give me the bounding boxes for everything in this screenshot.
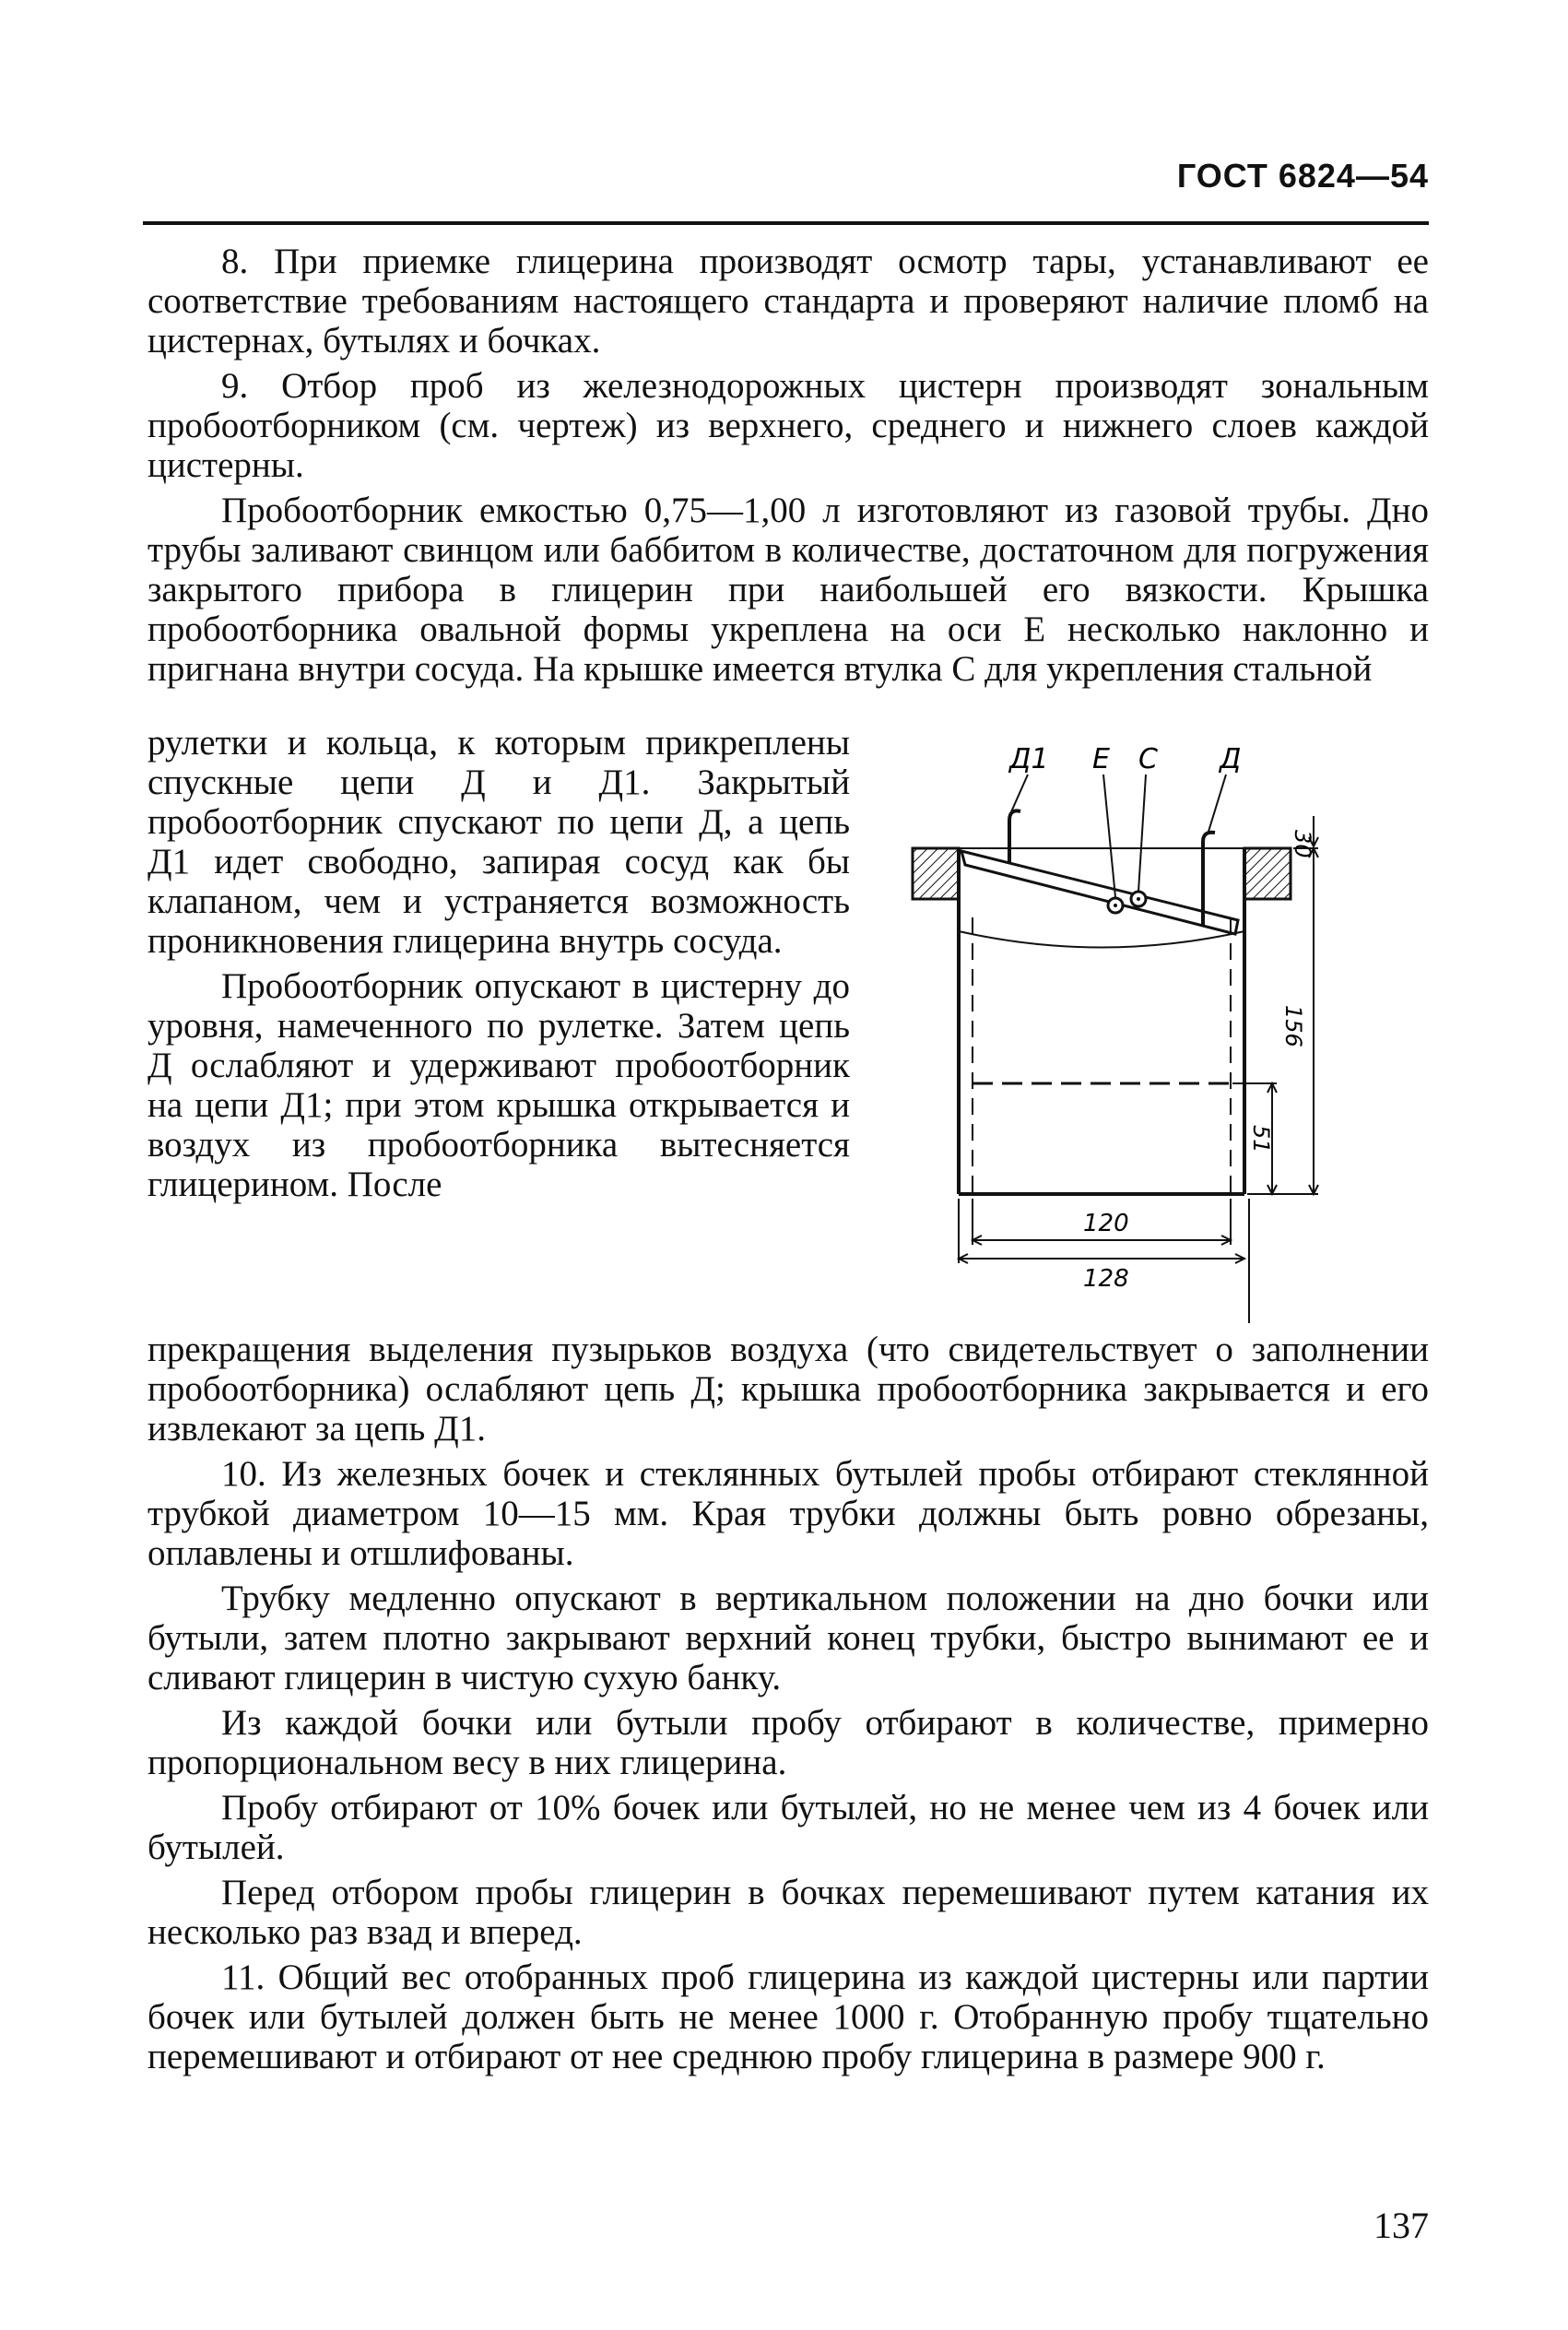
leader-e: [1103, 775, 1115, 897]
label-d: Д: [1220, 743, 1242, 775]
header-rule: [143, 221, 1429, 225]
paragraph-10: 10. Из железных бочек и стеклянных бутылей пробы отбирают стеклянной трубкой диаметром 10—15 мм. Края трубки должны быть ровно обрезаны, оплавлены и отшлифованы.: [147, 1454, 1429, 1573]
paragraph-10-tube: Трубку медленно опускают в вертикальном положении на дно бочки или бутыли, затем плотно закрывают верхний конец трубки, быстро вынимают ее и сливают глицерин в чистую сухую банку.: [147, 1579, 1429, 1697]
paragraph-11: 11. Общий вес отобранных проб глицерина из каждой цистерны или партии бочек или бутылей должен быть не менее 1000 г. Отобранную пробу тщательно перемешивают и отбирают от нее среднюю пробу глицерина в размере 900 г.: [147, 1957, 1429, 2076]
left-collar: [913, 848, 959, 899]
chain-d1: [1009, 810, 1020, 864]
sampler-drawing: [908, 742, 1323, 1328]
label-d1: Д1: [1009, 743, 1049, 775]
label-e: Е: [1092, 743, 1110, 775]
page-number: 137: [1373, 2205, 1429, 2246]
inner-curve: [959, 931, 1244, 948]
paragraph-8: 8. При приемке глицерина производят осмотр тары, устанавливают ее соответствие требованиям настоящего стандарта и проверяют наличие пломб на цистернах, бутылях и бочках.: [147, 242, 1429, 361]
sampler-drawing-svg: [908, 742, 1323, 1328]
tilted-lid: [961, 851, 1238, 934]
dim-128-label: 128: [1083, 1265, 1129, 1293]
paragraph-9-sampler: Пробоотборник емкостью 0,75—1,00 л изготовляют из газовой трубы. Дно трубы заливают свинцом или баббитом в количестве, достаточном для погружения закрытого прибора в глицерин при наибольшей его вязкости. Крышка пробоотборника овальной формы укреплена на оси Е несколько наклонно и пригнана внутри сосуда. На крышке имеется втулка С для укрепления стальной: [147, 491, 1429, 689]
axis-e-dot: [1114, 904, 1117, 907]
leader-c: [1138, 775, 1146, 892]
paragraph-9: 9. Отбор проб из железнодорожных цистерн производят зональным пробоотборником (см. чертеж) из верхнего, среднего и нижнего слоев каждой цистерны.: [147, 366, 1429, 485]
paragraph-10-quantity: Из каждой бочки или бутыли пробу отбирают в количестве, примерно пропорциональном весу в них глицерина.: [147, 1703, 1429, 1782]
sleeve-c-dot: [1137, 897, 1140, 901]
text-block-top: [147, 242, 1429, 694]
right-collar: [1244, 848, 1291, 899]
leader-d: [1208, 775, 1226, 834]
paragraph-9-bubbles: прекращения выделения пузырьков воздуха (что свидетельствует о заполнении пробоотборника) ослабляют цепь Д; крышка пробоотборника закрывается и его извлекают за цепь Д1.: [147, 1330, 1429, 1449]
dim-30-label: 30: [1290, 830, 1315, 858]
dim-156-label: 156: [1280, 1005, 1306, 1047]
label-c: С: [1138, 743, 1158, 775]
dim-51-label: 51: [1248, 1125, 1274, 1153]
paragraph-9-lowering: Пробоотборник опускают в цистерну до уровня, намеченного по рулетке. Затем цепь Д ослабляют и удерживают пробоотборник на цепи Д1; при этом крышка открывается и воздух из пробоотборника вытесняется глицерином. После: [147, 966, 850, 1204]
text-block-bottom: [147, 1330, 1429, 2082]
paragraph-10-mixing: Перед отбором пробы глицерин в бочках перемешивают путем катания их несколько раз взад и вперед.: [147, 1873, 1429, 1952]
text-block-beside-figure: [147, 723, 850, 1210]
paragraph-9-lid: рулетки и кольца, к которым прикреплены спускные цепи Д и Д1. Закрытый пробоотборник спускают по цепи Д, а цепь Д1 идет свободно, запирая сосуд как бы клапаном, чем и устраняется возможность проникновения глицерина внутрь сосуда.: [147, 723, 850, 961]
paragraph-10-percent: Пробу отбирают от 10% бочек или бутылей, но не менее чем из 4 бочек или бутылей.: [147, 1788, 1429, 1867]
running-header: ГОСТ 6824—54: [1176, 157, 1429, 195]
dim-120-label: 120: [1083, 1210, 1129, 1237]
